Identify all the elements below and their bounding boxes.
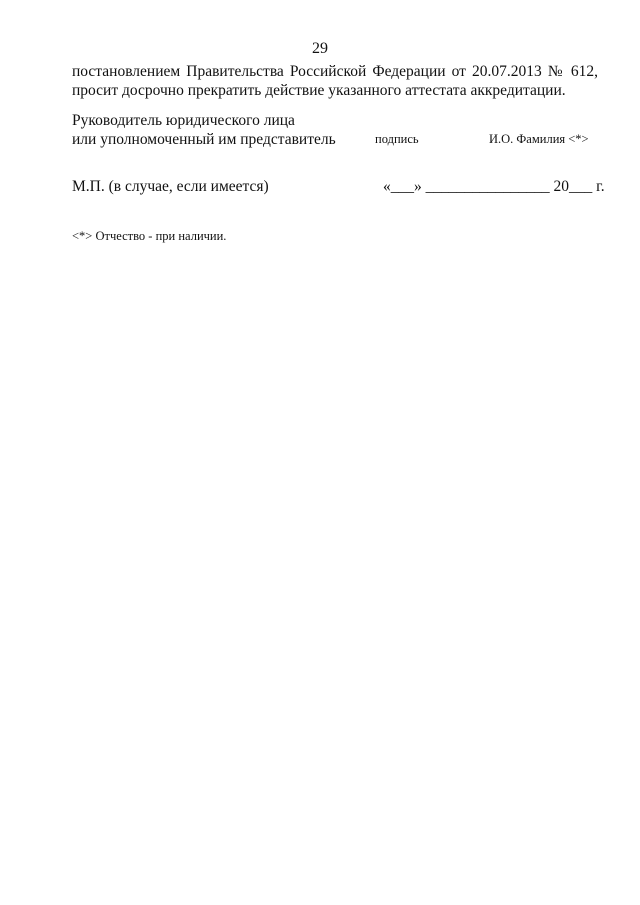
signatory-title-line-1: Руководитель юридического лица xyxy=(72,112,295,129)
name-label: И.О. Фамилия <*> xyxy=(489,132,589,146)
date-field: «___» ________________ 20___ г. xyxy=(383,178,605,195)
paragraph-line-1: постановлением Правительства Российской Федерации от 20.07.2013 № 612, xyxy=(72,63,598,80)
signatory-title-line-2: или уполномоченный им представитель xyxy=(72,131,336,148)
body-paragraph xyxy=(72,62,598,100)
signature-label: подпись xyxy=(375,132,419,146)
paragraph-line-2: просит досрочно прекратить действие указанного аттестата аккредитации. xyxy=(72,82,566,99)
stamp-place-label: М.П. (в случае, если имеется) xyxy=(72,178,269,195)
footnote: <*> Отчество - при наличии. xyxy=(72,229,227,243)
page-number: 29 xyxy=(312,40,328,57)
